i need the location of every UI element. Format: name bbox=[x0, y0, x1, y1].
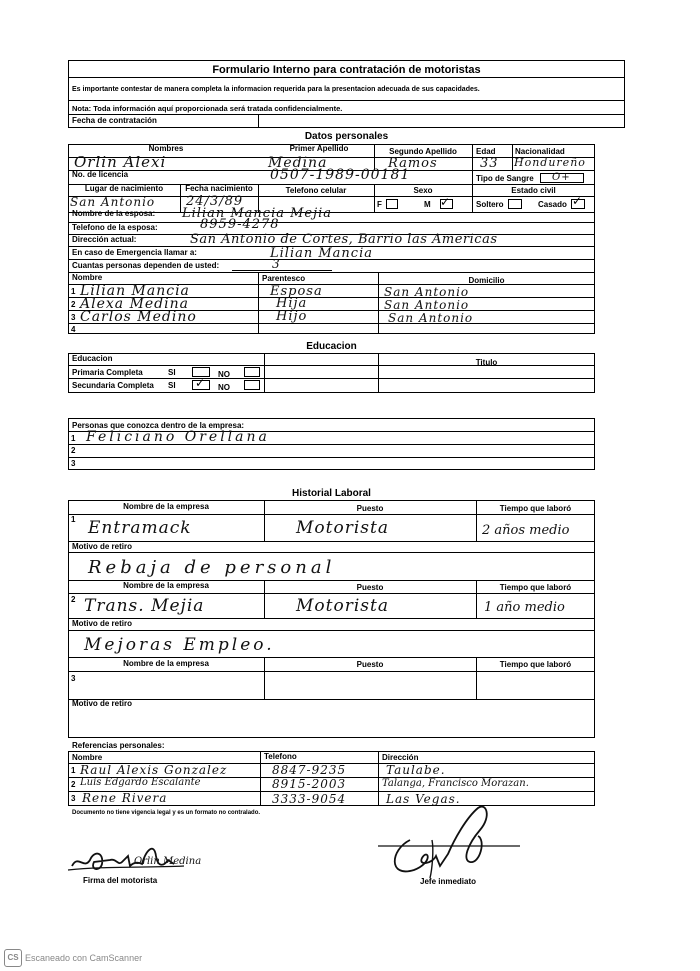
contact-name-1: Feliciano Orellana bbox=[86, 429, 270, 445]
ref-num-1: 1 bbox=[71, 766, 76, 775]
nombres-label: Nombres bbox=[148, 144, 184, 153]
edad-value: 33 bbox=[480, 156, 499, 171]
primer-apellido-value: Medina bbox=[268, 155, 328, 171]
ref-direccion-label: Dirección bbox=[382, 753, 419, 762]
dep-nombre-3: Carlos Medino bbox=[80, 309, 197, 325]
fecha-nac-label: Fecha nacimiento bbox=[185, 184, 253, 193]
direccion-label: Dirección actual: bbox=[72, 235, 137, 244]
disclaimer: Documento no tiene vigencia legal y es un formato no contralado. bbox=[72, 810, 261, 816]
nacionalidad-value: Hondureño bbox=[514, 156, 586, 169]
job1-puesto-label: Puesto bbox=[356, 504, 384, 513]
form-intro: Es importante contestar de manera completa la informacion requerida para la presentacion adecuada de sus capacidades. bbox=[72, 86, 480, 93]
ref-num-3: 3 bbox=[71, 794, 76, 803]
job2-puesto-label: Puesto bbox=[356, 583, 384, 592]
job2-motivo-label: Motivo de retiro bbox=[72, 619, 133, 628]
contact-num-2: 2 bbox=[71, 446, 76, 455]
segundo-apellido-value: Ramos bbox=[388, 156, 438, 171]
job2-tiempo: 1 año medio bbox=[484, 600, 565, 615]
casado-check-icon: ✓ bbox=[572, 194, 583, 208]
job1-tiempo: 2 años medio bbox=[482, 523, 570, 538]
segundo-apellido-label: Segundo Apellido bbox=[389, 147, 457, 156]
dep-num-1: 1 bbox=[71, 287, 76, 296]
licencia-value: 0507-1989-00181 bbox=[270, 167, 411, 183]
secundaria-no-box[interactable] bbox=[244, 380, 260, 390]
ref-direccion-2: Talanga, Francisco Morazan. bbox=[382, 778, 529, 789]
job3-num: 3 bbox=[71, 674, 76, 683]
dep-nombre-1: Lilian Mancia bbox=[80, 283, 190, 299]
contact-num-1: 1 bbox=[71, 434, 76, 443]
personal-section-title: Datos personales bbox=[304, 131, 389, 142]
lugar-nac-label: Lugar de nacimiento bbox=[84, 184, 164, 193]
dependen-label: Cuantas personas dependen de usted: bbox=[72, 261, 220, 270]
licencia-label: No. de licencia bbox=[72, 170, 129, 179]
sexo-m-label: M bbox=[424, 200, 431, 209]
job2-num: 2 bbox=[71, 595, 76, 604]
emergencia-label: En caso de Emergencia llamar a: bbox=[72, 248, 197, 257]
job2-puesto: Motorista bbox=[296, 596, 389, 616]
ref-nombre-2: Luis Edgardo Escalante bbox=[80, 777, 201, 788]
job1-tiempo-label: Tiempo que laboró bbox=[499, 504, 572, 513]
job3-empresa-label: Nombre de la empresa bbox=[123, 659, 209, 668]
job2-empresa: Trans. Mejia bbox=[84, 596, 205, 616]
fecha-nac-value: 24/3/89 bbox=[186, 194, 244, 209]
ref-telefono-label: Telefono bbox=[264, 752, 297, 761]
esposa-value: Lilian Mancia Mejia bbox=[182, 206, 333, 221]
sexo-f-box[interactable] bbox=[386, 199, 398, 209]
education-section-title: Educacion bbox=[306, 341, 357, 352]
tipo-sangre-label: Tipo de Sangre bbox=[476, 174, 534, 183]
job1-empresa-label: Nombre de la empresa bbox=[123, 502, 209, 511]
primaria-no-label: NO bbox=[218, 370, 230, 379]
tel-esposa-label: Telefono de la esposa: bbox=[72, 223, 158, 232]
dep-num-4: 4 bbox=[71, 325, 76, 334]
job2-tiempo-label: Tiempo que laboró bbox=[499, 583, 572, 592]
job2-empresa-label: Nombre de la empresa bbox=[123, 581, 209, 590]
education-header: Educacion bbox=[72, 354, 113, 363]
sexo-f-label: F bbox=[377, 200, 382, 209]
titulo-label: Titulo bbox=[475, 358, 498, 367]
secundaria-label: Secundaria Completa bbox=[72, 381, 154, 390]
primaria-si-label: SI bbox=[168, 368, 176, 377]
job1-motivo-label: Motivo de retiro bbox=[72, 542, 133, 551]
motorista-signature-text: Orlin Medina bbox=[134, 856, 202, 867]
dep-parentesco-label: Parentesco bbox=[262, 274, 306, 283]
ref-telefono-1: 8847-9235 bbox=[272, 763, 347, 777]
job2-motivo: Mejoras Empleo. bbox=[84, 635, 275, 655]
tipo-sangre-value: O+ bbox=[552, 172, 571, 183]
dep-domicilio-3: San Antonio bbox=[388, 311, 474, 325]
dep-num-3: 3 bbox=[71, 313, 76, 322]
emergencia-value: Lilian Mancia bbox=[270, 246, 373, 261]
dep-num-2: 2 bbox=[71, 300, 76, 309]
ref-direccion-3: Las Vegas. bbox=[386, 792, 461, 806]
ref-direccion-1: Taulabe. bbox=[386, 763, 446, 777]
dep-domicilio-2: San Antonio bbox=[384, 298, 470, 312]
dependen-value: 3 bbox=[272, 257, 281, 271]
job3-puesto-label: Puesto bbox=[356, 660, 384, 669]
dep-nombre-2: Alexa Medina bbox=[80, 296, 189, 312]
secundaria-si-check-icon: ✓ bbox=[195, 376, 206, 390]
sexo-label: Sexo bbox=[413, 186, 433, 195]
job3-motivo-label: Motivo de retiro bbox=[72, 699, 133, 708]
primaria-no-box[interactable] bbox=[244, 367, 260, 377]
primaria-label: Primaria Completa bbox=[72, 368, 143, 377]
soltero-label: Soltero bbox=[476, 200, 504, 209]
dep-domicilio-label: Domicilio bbox=[468, 276, 505, 285]
casado-label: Casado bbox=[538, 200, 567, 209]
job1-num: 1 bbox=[71, 515, 76, 524]
jefe-signature bbox=[370, 800, 530, 885]
soltero-box[interactable] bbox=[508, 199, 522, 209]
job3-tiempo-label: Tiempo que laboró bbox=[499, 660, 572, 669]
dep-domicilio-1: San Antonio bbox=[384, 285, 470, 299]
scanner-text: Escaneado con CamScanner bbox=[25, 953, 143, 963]
contact-num-3: 3 bbox=[71, 459, 76, 468]
estado-civil-label: Estado civil bbox=[511, 186, 556, 195]
form-note: Nota: Toda información aquí proporcionada será tratada confidencialmente. bbox=[72, 104, 343, 113]
hire-date-label: Fecha de contratación bbox=[72, 116, 157, 125]
ref-nombre-1: Raul Alexis Gonzalez bbox=[80, 763, 228, 777]
sexo-m-check-icon: ✓ bbox=[440, 195, 451, 209]
nombres-value: Orlin Alexi bbox=[74, 153, 167, 171]
lugar-nac-value: San Antonio bbox=[70, 195, 156, 209]
direccion-value: San Antonio de Cortes, Barrio las Americas bbox=[190, 232, 498, 247]
camscanner-logo: CS bbox=[4, 949, 22, 967]
work-section-title: Historial Laboral bbox=[292, 488, 371, 499]
primer-apellido-label: Primer Apellido bbox=[289, 144, 349, 153]
job1-puesto: Motorista bbox=[296, 518, 389, 538]
dep-nombre-label: Nombre bbox=[72, 273, 103, 282]
secundaria-si-label: SI bbox=[168, 381, 176, 390]
ref-nombre-3: Rene Rivera bbox=[82, 791, 168, 805]
ref-telefono-3: 3333-9054 bbox=[272, 792, 347, 806]
secundaria-no-label: NO bbox=[218, 383, 230, 392]
jefe-label: Jefe inmediato bbox=[420, 877, 477, 886]
firma-motorista-label: Firma del motorista bbox=[83, 876, 158, 885]
tel-esposa-value: 8959-4278 bbox=[200, 217, 280, 232]
dep-parentesco-2: Hija bbox=[276, 296, 308, 311]
edad-label: Edad bbox=[476, 147, 496, 156]
references-label: Referencias personales: bbox=[72, 741, 165, 750]
nacionalidad-label: Nacionalidad bbox=[515, 147, 565, 156]
esposa-label: Nombre de la esposa: bbox=[72, 209, 156, 218]
job1-motivo: Rebaja de personal bbox=[88, 557, 336, 578]
contacts-label: Personas que conozca dentro de la empresa: bbox=[72, 421, 245, 430]
ref-num-2: 2 bbox=[71, 780, 76, 789]
ref-nombre-label: Nombre bbox=[72, 753, 103, 762]
dep-parentesco-1: Esposa bbox=[270, 284, 323, 299]
form-title: Formulario Interno para contratación de motoristas bbox=[212, 64, 481, 76]
ref-telefono-2: 8915-2003 bbox=[272, 777, 347, 791]
job1-empresa: Entramack bbox=[88, 518, 192, 538]
tel-label: Telefono celular bbox=[285, 186, 347, 195]
dep-parentesco-3: Hijo bbox=[276, 309, 308, 324]
